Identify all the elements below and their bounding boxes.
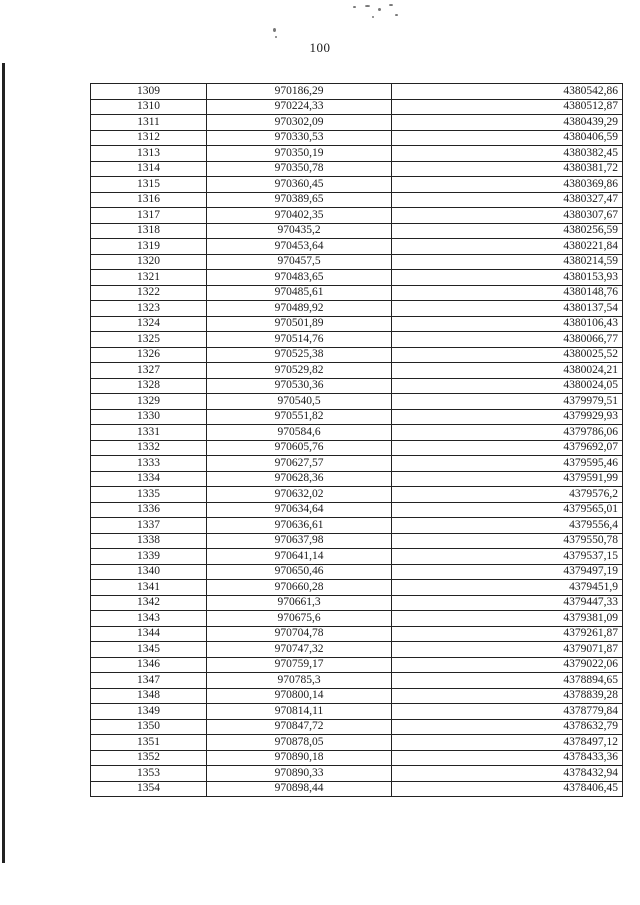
table-row — [91, 440, 623, 456]
point-number-cell: 1351 — [91, 735, 207, 751]
table-row — [91, 704, 623, 720]
x-coordinate-cell: 970641,14 — [207, 549, 392, 565]
point-number-cell: 1334 — [91, 471, 207, 487]
page-number: 100 — [309, 40, 331, 55]
point-number-cell: 1327 — [91, 363, 207, 379]
table-row — [91, 84, 623, 100]
y-coordinate-cell: 4379979,51 — [392, 394, 623, 410]
left-margin-rule — [2, 63, 5, 863]
table-row — [91, 146, 623, 162]
point-number-cell: 1330 — [91, 409, 207, 425]
y-coordinate-cell: 4380307,67 — [392, 208, 623, 224]
x-coordinate-cell: 970360,45 — [207, 177, 392, 193]
y-coordinate-cell: 4378433,36 — [392, 750, 623, 766]
table-row — [91, 688, 623, 704]
y-coordinate-cell: 4379497,19 — [392, 564, 623, 580]
table-row — [91, 301, 623, 317]
y-coordinate-cell: 4380369,86 — [392, 177, 623, 193]
table-row — [91, 425, 623, 441]
y-coordinate-cell: 4379071,87 — [392, 642, 623, 658]
table-row — [91, 456, 623, 472]
x-coordinate-cell: 970636,61 — [207, 518, 392, 534]
x-coordinate-cell: 970660,28 — [207, 580, 392, 596]
x-coordinate-cell: 970514,76 — [207, 332, 392, 348]
table-row — [91, 502, 623, 518]
x-coordinate-cell: 970457,5 — [207, 254, 392, 270]
x-coordinate-cell: 970785,3 — [207, 673, 392, 689]
x-coordinate-cell: 970540,5 — [207, 394, 392, 410]
table-row — [91, 223, 623, 239]
y-coordinate-cell: 4380439,29 — [392, 115, 623, 131]
table-row — [91, 735, 623, 751]
point-number-cell: 1341 — [91, 580, 207, 596]
y-coordinate-cell: 4379591,99 — [392, 471, 623, 487]
y-coordinate-cell: 4379692,07 — [392, 440, 623, 456]
y-coordinate-cell: 4380512,87 — [392, 99, 623, 115]
point-number-cell: 1345 — [91, 642, 207, 658]
point-number-cell: 1317 — [91, 208, 207, 224]
point-number-cell: 1353 — [91, 766, 207, 782]
point-number-cell: 1325 — [91, 332, 207, 348]
scan-speckle — [345, 2, 405, 42]
table-row — [91, 332, 623, 348]
y-coordinate-cell: 4379451,9 — [392, 580, 623, 596]
x-coordinate-cell: 970878,05 — [207, 735, 392, 751]
table-row — [91, 161, 623, 177]
x-coordinate-cell: 970584,6 — [207, 425, 392, 441]
y-coordinate-cell: 4380256,59 — [392, 223, 623, 239]
y-coordinate-cell: 4379595,46 — [392, 456, 623, 472]
table-row — [91, 719, 623, 735]
y-coordinate-cell: 4379537,15 — [392, 549, 623, 565]
x-coordinate-cell: 970530,36 — [207, 378, 392, 394]
point-number-cell: 1309 — [91, 84, 207, 100]
x-coordinate-cell: 970551,82 — [207, 409, 392, 425]
y-coordinate-cell: 4378497,12 — [392, 735, 623, 751]
x-coordinate-cell: 970489,92 — [207, 301, 392, 317]
coordinates-table-body — [91, 84, 623, 797]
point-number-cell: 1324 — [91, 316, 207, 332]
y-coordinate-cell: 4379786,06 — [392, 425, 623, 441]
y-coordinate-cell: 4378406,45 — [392, 781, 623, 797]
x-coordinate-cell: 970661,3 — [207, 595, 392, 611]
table-row — [91, 487, 623, 503]
point-number-cell: 1332 — [91, 440, 207, 456]
x-coordinate-cell: 970637,98 — [207, 533, 392, 549]
x-coordinate-cell: 970890,18 — [207, 750, 392, 766]
table-row — [91, 115, 623, 131]
table-row — [91, 177, 623, 193]
y-coordinate-cell: 4380214,59 — [392, 254, 623, 270]
point-number-cell: 1310 — [91, 99, 207, 115]
table-row — [91, 750, 623, 766]
point-number-cell: 1318 — [91, 223, 207, 239]
x-coordinate-cell: 970704,78 — [207, 626, 392, 642]
x-coordinate-cell: 970389,65 — [207, 192, 392, 208]
point-number-cell: 1314 — [91, 161, 207, 177]
point-number-cell: 1342 — [91, 595, 207, 611]
table-row — [91, 239, 623, 255]
y-coordinate-cell: 4380406,59 — [392, 130, 623, 146]
point-number-cell: 1315 — [91, 177, 207, 193]
point-number-cell: 1331 — [91, 425, 207, 441]
x-coordinate-cell: 970814,11 — [207, 704, 392, 720]
y-coordinate-cell: 4380066,77 — [392, 332, 623, 348]
y-coordinate-cell: 4380381,72 — [392, 161, 623, 177]
y-coordinate-cell: 4380221,84 — [392, 239, 623, 255]
y-coordinate-cell: 4380025,52 — [392, 347, 623, 363]
y-coordinate-cell: 4378839,28 — [392, 688, 623, 704]
y-coordinate-cell: 4380106,43 — [392, 316, 623, 332]
x-coordinate-cell: 970759,17 — [207, 657, 392, 673]
table-row — [91, 595, 623, 611]
table-row — [91, 254, 623, 270]
x-coordinate-cell: 970350,19 — [207, 146, 392, 162]
table-row — [91, 394, 623, 410]
point-number-cell: 1347 — [91, 673, 207, 689]
table-row — [91, 611, 623, 627]
table-row — [91, 192, 623, 208]
point-number-cell: 1311 — [91, 115, 207, 131]
y-coordinate-cell: 4379261,87 — [392, 626, 623, 642]
y-coordinate-cell: 4379565,01 — [392, 502, 623, 518]
x-coordinate-cell: 970747,32 — [207, 642, 392, 658]
x-coordinate-cell: 970890,33 — [207, 766, 392, 782]
point-number-cell: 1322 — [91, 285, 207, 301]
x-coordinate-cell: 970350,78 — [207, 161, 392, 177]
y-coordinate-cell: 4380382,45 — [392, 146, 623, 162]
point-number-cell: 1344 — [91, 626, 207, 642]
x-coordinate-cell: 970402,35 — [207, 208, 392, 224]
x-coordinate-cell: 970302,09 — [207, 115, 392, 131]
x-coordinate-cell: 970650,46 — [207, 564, 392, 580]
point-number-cell: 1321 — [91, 270, 207, 286]
x-coordinate-cell: 970632,02 — [207, 487, 392, 503]
x-coordinate-cell: 970605,76 — [207, 440, 392, 456]
table-row — [91, 363, 623, 379]
point-number-cell: 1338 — [91, 533, 207, 549]
point-number-cell: 1352 — [91, 750, 207, 766]
y-coordinate-cell: 4378779,84 — [392, 704, 623, 720]
table-row — [91, 316, 623, 332]
y-coordinate-cell: 4379556,4 — [392, 518, 623, 534]
point-number-cell: 1328 — [91, 378, 207, 394]
y-coordinate-cell: 4378632,79 — [392, 719, 623, 735]
point-number-cell: 1349 — [91, 704, 207, 720]
point-number-cell: 1312 — [91, 130, 207, 146]
point-number-cell: 1339 — [91, 549, 207, 565]
x-coordinate-cell: 970627,57 — [207, 456, 392, 472]
point-number-cell: 1350 — [91, 719, 207, 735]
table-row — [91, 564, 623, 580]
point-number-cell: 1320 — [91, 254, 207, 270]
x-coordinate-cell: 970525,38 — [207, 347, 392, 363]
y-coordinate-cell: 4379381,09 — [392, 611, 623, 627]
x-coordinate-cell: 970529,82 — [207, 363, 392, 379]
x-coordinate-cell: 970847,72 — [207, 719, 392, 735]
y-coordinate-cell: 4380542,86 — [392, 84, 623, 100]
x-coordinate-cell: 970634,64 — [207, 502, 392, 518]
x-coordinate-cell: 970628,36 — [207, 471, 392, 487]
table-row — [91, 673, 623, 689]
point-number-cell: 1354 — [91, 781, 207, 797]
table-row — [91, 270, 623, 286]
table-row — [91, 471, 623, 487]
y-coordinate-cell: 4378432,94 — [392, 766, 623, 782]
y-coordinate-cell: 4379022,06 — [392, 657, 623, 673]
y-coordinate-cell: 4380024,05 — [392, 378, 623, 394]
table-row — [91, 549, 623, 565]
y-coordinate-cell: 4380148,76 — [392, 285, 623, 301]
point-number-cell: 1336 — [91, 502, 207, 518]
y-coordinate-cell: 4380024,21 — [392, 363, 623, 379]
point-number-cell: 1343 — [91, 611, 207, 627]
x-coordinate-cell: 970675,6 — [207, 611, 392, 627]
point-number-cell: 1340 — [91, 564, 207, 580]
x-coordinate-cell: 970501,89 — [207, 316, 392, 332]
table-row — [91, 130, 623, 146]
table-row — [91, 99, 623, 115]
point-number-cell: 1335 — [91, 487, 207, 503]
x-coordinate-cell: 970485,61 — [207, 285, 392, 301]
x-coordinate-cell: 970186,29 — [207, 84, 392, 100]
x-coordinate-cell: 970898,44 — [207, 781, 392, 797]
x-coordinate-cell: 970224,33 — [207, 99, 392, 115]
point-number-cell: 1329 — [91, 394, 207, 410]
point-number-cell: 1313 — [91, 146, 207, 162]
x-coordinate-cell: 970800,14 — [207, 688, 392, 704]
point-number-cell: 1333 — [91, 456, 207, 472]
table-row — [91, 580, 623, 596]
x-coordinate-cell: 970435,2 — [207, 223, 392, 239]
point-number-cell: 1346 — [91, 657, 207, 673]
point-number-cell: 1319 — [91, 239, 207, 255]
table-row — [91, 781, 623, 797]
table-row — [91, 626, 623, 642]
table-row — [91, 657, 623, 673]
table-row — [91, 518, 623, 534]
table-row — [91, 208, 623, 224]
x-coordinate-cell: 970330,53 — [207, 130, 392, 146]
table-row — [91, 642, 623, 658]
y-coordinate-cell: 4379929,93 — [392, 409, 623, 425]
table-row — [91, 285, 623, 301]
y-coordinate-cell: 4378894,65 — [392, 673, 623, 689]
point-number-cell: 1316 — [91, 192, 207, 208]
x-coordinate-cell: 970483,65 — [207, 270, 392, 286]
y-coordinate-cell: 4379447,33 — [392, 595, 623, 611]
y-coordinate-cell: 4380153,93 — [392, 270, 623, 286]
point-number-cell: 1323 — [91, 301, 207, 317]
table-row — [91, 347, 623, 363]
point-number-cell: 1348 — [91, 688, 207, 704]
x-coordinate-cell: 970453,64 — [207, 239, 392, 255]
y-coordinate-cell: 4380327,47 — [392, 192, 623, 208]
point-number-cell: 1337 — [91, 518, 207, 534]
table-row — [91, 409, 623, 425]
table-row — [91, 533, 623, 549]
y-coordinate-cell: 4379576,2 — [392, 487, 623, 503]
y-coordinate-cell: 4380137,54 — [392, 301, 623, 317]
coordinates-table — [90, 83, 623, 797]
point-number-cell: 1326 — [91, 347, 207, 363]
table-row — [91, 766, 623, 782]
table-row — [91, 378, 623, 394]
y-coordinate-cell: 4379550,78 — [392, 533, 623, 549]
